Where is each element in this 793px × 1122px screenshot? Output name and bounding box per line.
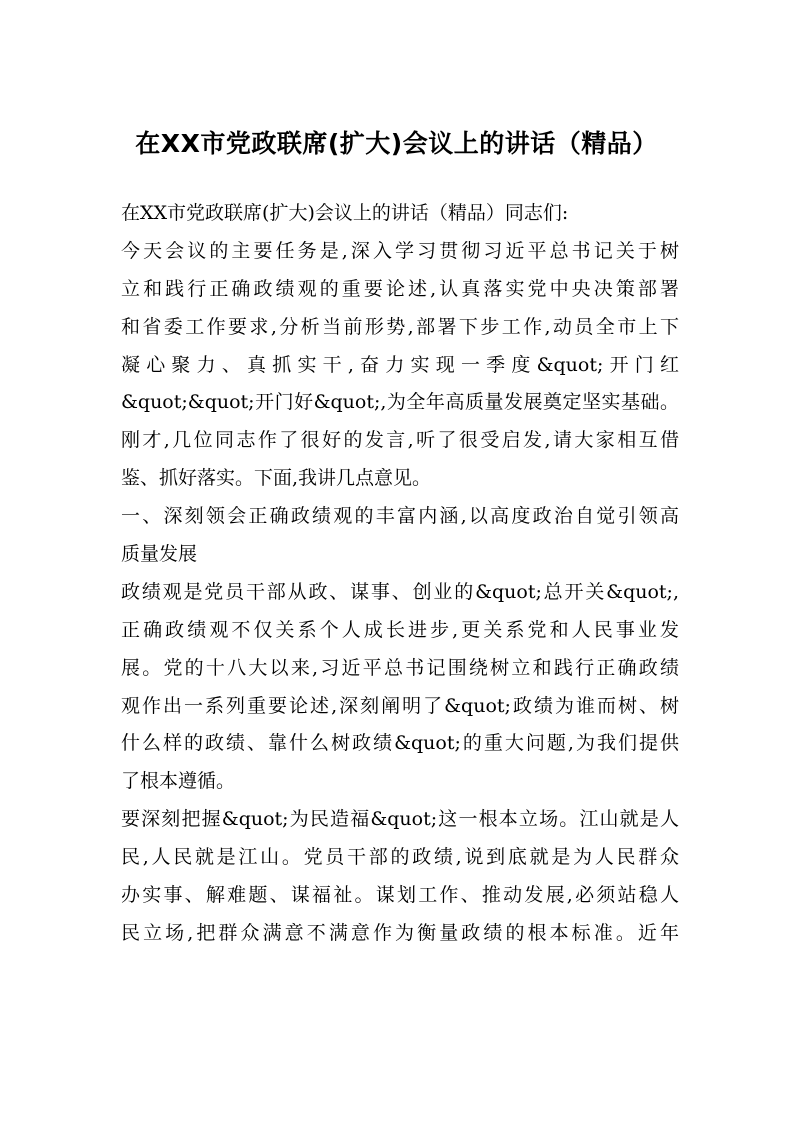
- body-line: 办实事、解难题、谋福祉。谋划工作、推动发展,必须站稳人: [121, 884, 679, 907]
- body-line: 在XX市党政联席(扩大)会议上的讲话（精品）同志们:: [121, 202, 569, 224]
- body-line: 观作出一系列重要论述,深刻阐明了&quot;政绩为谁而树、树: [121, 694, 679, 717]
- body-line: 民,人民就是江山。党员干部的政绩,说到底就是为人民群众: [121, 846, 679, 869]
- body-line: &quot;&quot;开门好&quot;,为全年高质量发展奠定坚实基础。: [121, 391, 679, 414]
- body-line: 展。党的十八大以来,习近平总书记围绕树立和践行正确政绩: [121, 656, 679, 679]
- body-line: 民立场,把群众满意不满意作为衡量政绩的根本标准。近年: [121, 921, 679, 944]
- body-line: 正确政绩观不仅关系个人成长进步,更关系党和人民事业发: [121, 618, 679, 641]
- body-line: 凝心聚力、真抓实干,奋力实现一季度&quot;开门红: [121, 353, 679, 376]
- body-line: 刚才,几位同志作了很好的发言,听了很受启发,请大家相互借: [121, 429, 679, 452]
- body-line: 立和践行正确政绩观的重要论述,认真落实党中央决策部署: [121, 277, 679, 300]
- body-line: 质量发展: [121, 543, 198, 566]
- body-line: 今天会议的主要任务是,深入学习贯彻习近平总书记关于树: [121, 239, 679, 262]
- body-line: 和省委工作要求,分析当前形势,部署下步工作,动员全市上下: [121, 315, 679, 338]
- body-line: 什么样的政绩、靠什么树政绩&quot;的重大问题,为我们提供: [121, 732, 679, 755]
- body-line: 政绩观是党员干部从政、谋事、创业的&quot;总开关&quot;,: [121, 580, 679, 603]
- body-line: 了根本遵循。: [121, 770, 236, 793]
- document-title: 在XX市党政联席(扩大)会议上的讲话（精品）: [135, 129, 658, 158]
- body-line: 一、深刻领会正确政绩观的丰富内涵,以高度政治自觉引领高: [121, 505, 679, 528]
- body-line: 要深刻把握&quot;为民造福&quot;这一根本立场。江山就是人: [121, 808, 679, 831]
- document-body: [121, 195, 679, 953]
- body-line: 鉴、抓好落实。下面,我讲几点意见。: [121, 467, 432, 490]
